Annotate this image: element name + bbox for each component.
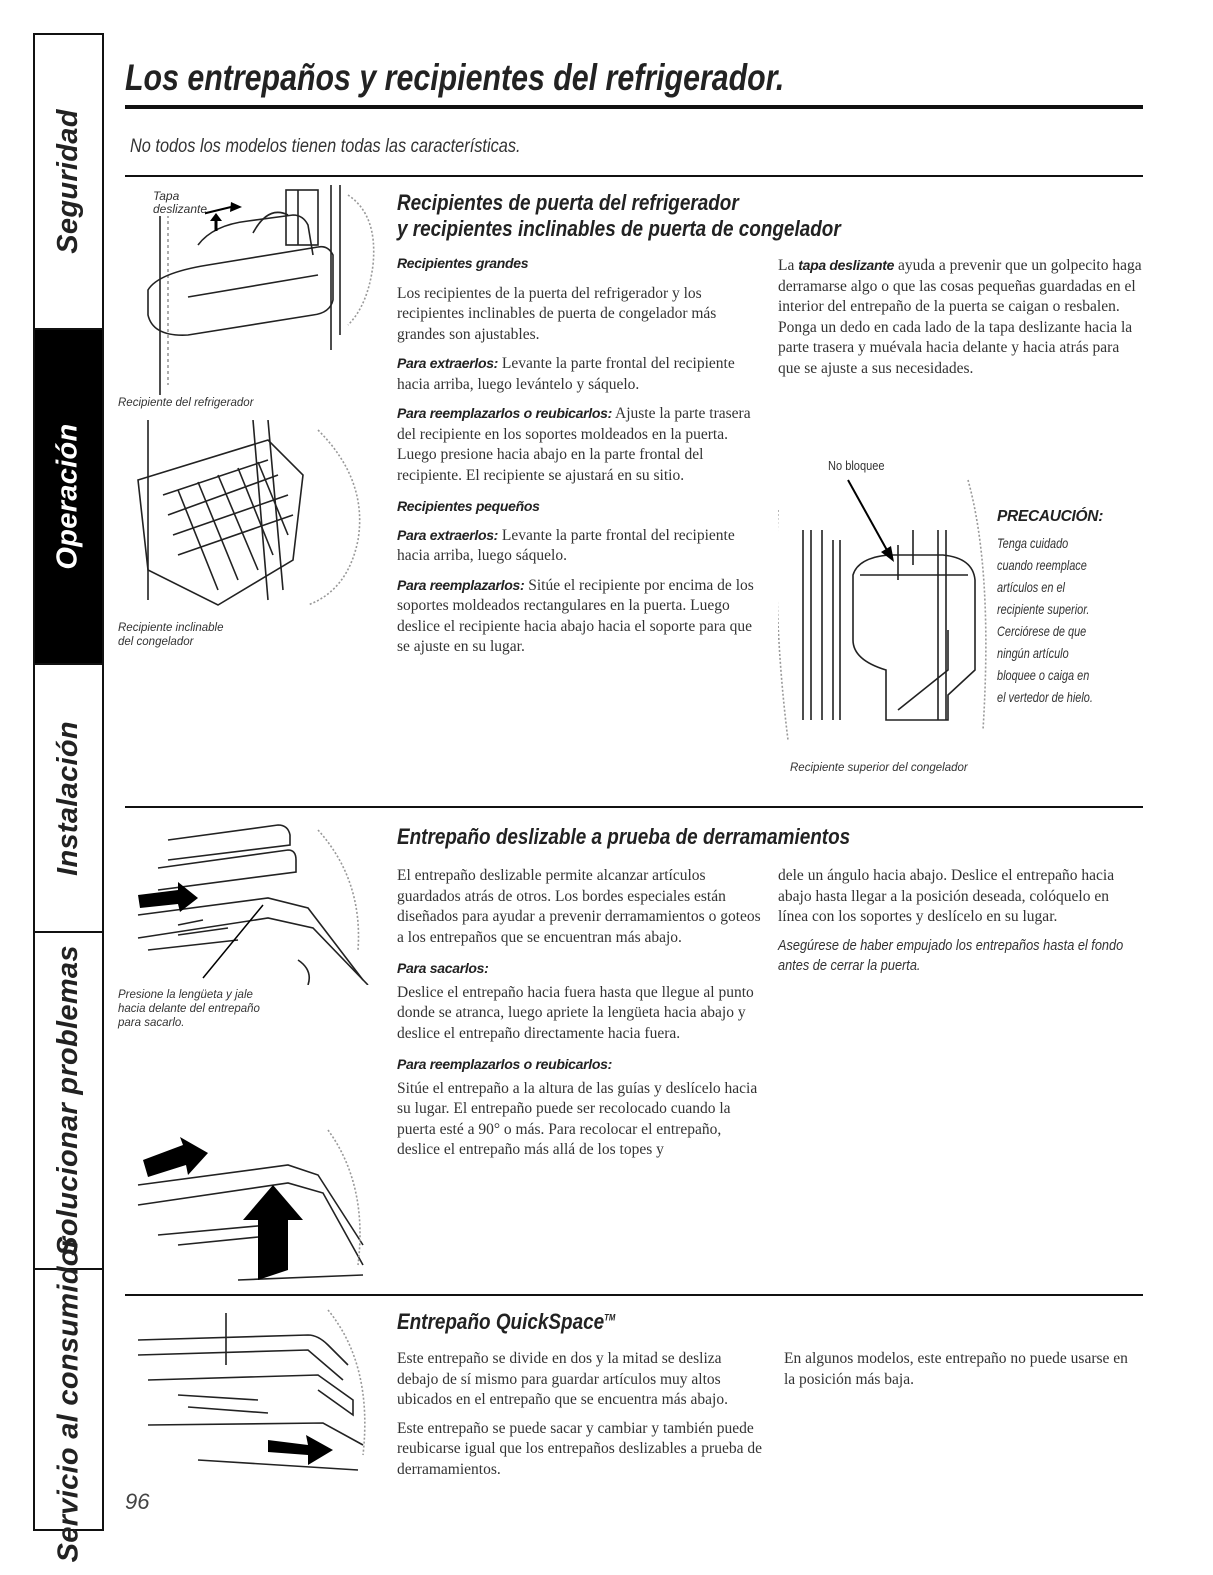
fig-caption-line: Recipiente inclinable	[118, 622, 224, 634]
section2-col-a	[397, 866, 762, 1161]
spillproof-shelf-illustration	[118, 820, 378, 985]
paragraph-quickspace-2: Este entrepaño se puede sacar y cambiar y también puede reubicarse igual que los entrepaños deslizables a prueba de derramamientos.	[397, 1419, 762, 1478]
paragraph-reemplazar	[397, 403, 762, 486]
label-para-extraerlos: Para extraerlos:	[397, 526, 499, 543]
caution-line: Cerciórese de que	[997, 623, 1087, 639]
section3-heading-text: Entrepaño QuickSpace	[397, 1309, 605, 1334]
trademark-mark: TM	[604, 1312, 616, 1323]
label-para-extraerlos: Para extraerlos:	[397, 355, 499, 371]
section3-heading	[397, 1309, 615, 1335]
quickspace-shelf-illustration	[118, 1305, 378, 1480]
page-title: Los entrepaños y recipientes del refrigerador.	[125, 57, 785, 98]
text-extraer: Levante la parte frontal del recipiente hacia arriba, luego levántelo y sáquelo.	[397, 355, 735, 393]
paragraph-extraer-pequenos	[397, 525, 762, 567]
tab-seguridad[interactable]: Seguridad	[35, 35, 102, 330]
paragraph-entrepano-deslizable: El entrepaño deslizable permite alcanzar artículos guardados atrás de otros. Los bordes especiales están diseñados para ayudar a prevenir derramamientos o goteos a los entrepaños que se encuentran más abajo.	[397, 867, 761, 946]
tilt-bin-illustration	[118, 420, 383, 615]
text-tapa: ayuda a prevenir que un golpecito haga derramarse algo o que las cosas pequeñas guardadas en el interior del entrepaño de la puerta se caigan o resbalen. Ponga un dedo en cada lado de la tapa deslizante hacia la parte trasera y muévala hacia delante y hacia atrás para que se ajuste a sus necesidades.	[778, 257, 1142, 377]
text-tapa-intro: La	[778, 257, 795, 274]
caution-box	[997, 508, 1120, 708]
shelf-replace-illustration	[118, 1125, 378, 1285]
no-bloquee-label: No bloquee	[828, 458, 885, 473]
fig-caption-presione	[118, 988, 260, 1030]
paragraph-reemplazar-entrepano: Sitúe el entrepaño a la altura de las guías y deslícelo hacia su lugar. El entrepaño puede ser recolocado cuando la puerta esté a 90° o más. Para recolocar el entrepaño, deslice el entrepaño más allá de los topes y	[397, 1079, 758, 1158]
caution-text	[997, 532, 1093, 708]
section-rule	[125, 806, 1143, 808]
title-rule	[125, 105, 1143, 109]
caution-line: el vertedor de hielo.	[997, 689, 1093, 705]
caution-line: ningún artículo	[997, 645, 1069, 661]
page-number: 96	[125, 1489, 150, 1514]
tab-instalacion[interactable]: Instalación	[35, 665, 102, 933]
fig-caption-line: Presione la lengüeta y jale	[118, 989, 253, 1001]
fig-caption-line: del congelador	[118, 636, 194, 648]
paragraph-posicion-baja: En algunos modelos, este entrepaño no puede usarse en la posición más baja.	[784, 1350, 1128, 1388]
subheading-para-reemplazarlos: Para reemplazarlos o reubicarlos:	[397, 1056, 612, 1072]
paragraph-quickspace: Este entrepaño se divide en dos y la mitad se desliza debajo de sí mismo para guardar artículos muy altos ubicados en el entrepaño que se encuentra más abajo.	[397, 1350, 728, 1408]
page-subtitle: No todos los modelos tienen todas las características.	[130, 136, 521, 157]
section-rule	[125, 175, 1143, 177]
subheading-recipientes-pequenos: Recipientes pequeños	[397, 498, 540, 514]
paragraph-extraer	[397, 353, 762, 395]
caution-line: cuando reemplace	[997, 557, 1087, 573]
caution-line: Tenga cuidado	[997, 535, 1069, 551]
tab-solucionar-problemas[interactable]: Solucionar problemas	[35, 933, 102, 1270]
caution-line: artículos en el	[997, 579, 1065, 595]
paragraph-grandes: Los recipientes de la puerta del refrigerador y los recipientes inclinables de puerta de congelador más grandes son ajustables.	[397, 284, 717, 343]
section1-heading-line2: y recipientes inclinables de puerta de congelador	[397, 216, 841, 241]
subheading-recipientes-grandes: Recipientes grandes	[397, 255, 529, 271]
text-reemplazar: Ajuste la parte trasera del recipiente en los soportes moldeados en la puerta. Luego presione hacia abajo en la parte frontal del recipiente. El recipiente se ajustará en su sitio.	[397, 405, 751, 484]
caution-line: bloquee o caiga en	[997, 667, 1090, 683]
label-tapa-deslizante: tapa deslizante	[798, 257, 895, 273]
fig-caption-line: hacia delante del entrepaño	[118, 1003, 260, 1015]
paragraph-sacar: Deslice el entrepaño hacia fuera hasta que llegue al punto donde se atranca, luego apriete la lengüeta hacia abajo y deslice el entrepaño directamente hacia fuera.	[397, 983, 754, 1042]
paragraph-tapa-deslizante	[778, 255, 1143, 379]
section1-heading-line1: Recipientes de puerta del refrigerador	[397, 190, 739, 215]
section1-heading	[397, 190, 841, 242]
paragraph-reemplazar-pequenos	[397, 575, 762, 658]
section-tabs	[33, 33, 104, 1563]
fig-caption-recipiente-refrigerador: Recipiente del refrigerador	[118, 397, 254, 409]
door-bin-illustration	[118, 185, 383, 395]
section-rule	[125, 1294, 1143, 1296]
freezer-bin-illustration	[778, 470, 993, 755]
section1-col-a	[397, 253, 762, 658]
tab-operacion[interactable]: Operación	[35, 330, 102, 665]
text-extraer-pequenos: Levante la parte frontal del recipiente hacia arriba, luego sáquelo.	[397, 526, 735, 564]
caution-line: recipiente superior.	[997, 601, 1090, 617]
paragraph-angulo: dele un ángulo hacia abajo. Deslice el entrepaño hacia abajo hasta llegar a la posición deseada, colóquelo en línea con los soportes y deslícelo en su lugar.	[778, 867, 1115, 925]
label-para-reemplazarlos: Para reemplazarlos o reubicarlos:	[397, 405, 612, 421]
fig-caption-recipiente-inclinable	[118, 621, 223, 649]
section3-col-a	[397, 1349, 762, 1480]
subheading-para-sacarlos: Para sacarlos:	[397, 960, 489, 976]
tab-servicio-al-consumidor[interactable]: Servicio al consumidor	[52, 1236, 85, 1563]
caution-title: PRECAUCIÓN:	[997, 508, 1104, 525]
text-reemplazar-pequenos: Sitúe el recipiente por encima de los soportes moldeados rectangulares en la puerta. Luego deslice el recipiente hacia abajo hacia el soporte para que se ajuste en su lugar.	[397, 576, 754, 655]
fig-caption-recipiente-superior: Recipiente superior del congelador	[790, 762, 968, 774]
section2-col-b	[778, 866, 1138, 976]
section2-heading: Entrepaño deslizable a prueba de derramamientos	[397, 824, 851, 849]
label-para-reemplazarlos: Para reemplazarlos:	[397, 576, 525, 593]
note-asegurese: Asegúrese de haber empujado los entrepaños hasta el fondo antes de cerrar la puerta.	[778, 936, 1124, 974]
tapa-deslizante-label: Tapa deslizante	[153, 189, 208, 216]
fig-caption-line: para sacarlo.	[118, 1017, 185, 1029]
section3-col-b	[784, 1349, 1134, 1390]
